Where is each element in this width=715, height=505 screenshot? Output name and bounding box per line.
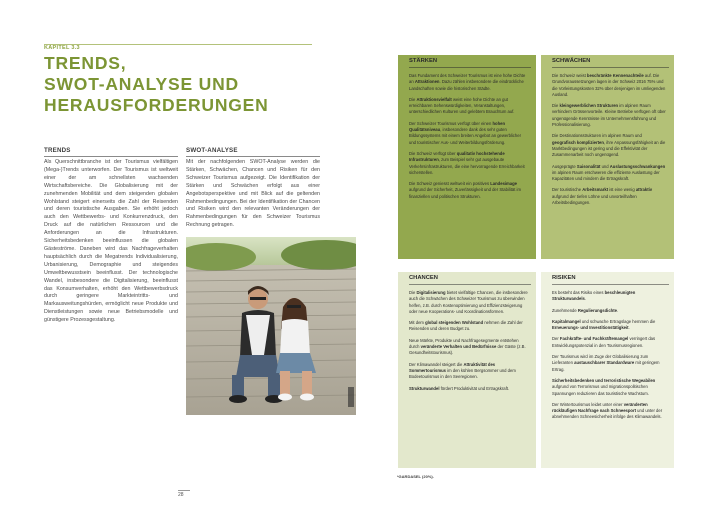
swot-rule [186, 156, 320, 157]
text-run: Der touristische [552, 187, 583, 193]
text-run: aufgrund der Sicherheit, Zuverlässigkeit und der Stabilität im finanziellen und politischen Strukturen. [409, 187, 521, 199]
text-run: Zunehmende [552, 307, 578, 313]
swot-paragraph [409, 97, 528, 116]
text-run: mit geringem Ertrag. [552, 360, 660, 372]
text-run: Der Wintertourismus leidet unter einer [552, 401, 624, 407]
bold-run: Auslastungsschwankungen [609, 163, 666, 169]
bold-run: austauschbarer Standardware [574, 360, 635, 366]
text-run: . [628, 325, 630, 331]
text-run: Die Schweiz verfügt über [409, 150, 457, 156]
risiken-body [552, 290, 666, 426]
swot-paragraph [409, 386, 528, 392]
bold-run: Landesimage [490, 181, 517, 187]
bold-run: attraktiv [635, 187, 653, 193]
bold-run: hohen Qualitätsniveau [409, 120, 506, 133]
text-run: im alpinen Raum verhindern Grössenvorteile. Kleine Betriebe verfügen oft über ungenügende Kenntnisse im Unternehmensführung und Professionalisierung. [552, 103, 666, 128]
swot-paragraph [409, 320, 528, 333]
bold-run: beschleunigten Strukturwandels [552, 290, 636, 302]
text-run: Die Schweiz geniesst weltweit ein positives [409, 181, 491, 187]
swot-paragraph [552, 402, 666, 421]
text-run: Der Tourismus wird im Zuge der Globalisierung zum Lieferanten [552, 354, 649, 366]
title-line-3: HERAUSFORDERUNGEN [44, 95, 269, 115]
text-run: und unter der abnehmenden Schneesicherheit infolge des Klimawandels. [552, 408, 663, 420]
bold-run: kleingewerblichen Strukturen [559, 103, 619, 109]
text-run: . Dazu zählen insbesondere die eindrückliche Landschaften sowie die historischen Städte. [409, 79, 524, 91]
chancen-heading: CHANCEN [409, 275, 438, 281]
risiken-rule [552, 284, 669, 285]
title-line-1: TRENDS, [44, 53, 127, 73]
text-run: Der [552, 336, 560, 342]
text-run: und schwache Ertragslage hemmen die [580, 318, 656, 324]
swot-text: Mit der nachfolgenden SWOT-Analyse werden die Stärken, Schwächen, Chancen und Risiken für den Schweizer Tourismus aufgezeigt. Die Identifikation der Stärken und Schwächen erfolgt aus einer Angebotsperspektive und mit Blick auf die geltenden Rahmenbedingungen. Bei der Identifikation der Chancen und Risiken wird den relevanten Veränderungen der Rahmenbedingungen für den Schweizer Tourismus Rechnung getragen. [186, 159, 320, 229]
text-run: , insbesondere dank des sehr guten Bildungssystems mit einem breiten Angebot an gewerblicher und touristischer Aus- und Weiterbildungsförderung. [409, 127, 521, 145]
swot-paragraph [552, 164, 666, 183]
text-run: verringert das Entwicklungspotenzial in den Tourismusregionen. [552, 336, 656, 348]
text-run: im den kühlen Bergsommer und dem Bodeetourismus in den Seeregionen. [409, 367, 516, 380]
bold-run: geografisch komplizierten [552, 139, 604, 145]
bold-run: Regulierungsdichte [577, 307, 617, 313]
text-run: aufgrund von Terrorismus und migrationspolitischen Spannungen reduzieren das touristische Wachstum. [552, 384, 649, 396]
chapter-rule [44, 44, 312, 45]
text-run: Ausgeprägte [552, 163, 577, 169]
swot-paragraph [409, 151, 528, 176]
staerken-body [409, 73, 528, 205]
text-run: Die [409, 96, 417, 102]
bold-run: veränderte Verhalten und Bedürfnisse [420, 344, 497, 350]
text-run: weist eine hohe Dichte an gut erreichbaren Sehenswürdigkeiten, Veranstaltungen, unterschiedlichen Kulturen und gelebtem Brauchtum auf. [409, 96, 515, 115]
text-run: Die Schweiz weist [552, 73, 587, 78]
swot-paragraph [552, 133, 666, 158]
bold-run: Kapitalmangel [552, 318, 581, 324]
trends-heading: TRENDS [44, 147, 71, 154]
bold-run: veränderten rückläufigen Nachfrage nach Schneesport [552, 401, 648, 414]
text-run: und [600, 163, 610, 169]
swot-paragraph [552, 73, 666, 98]
text-run: Neue Märkte, Produkte und Nachfragesegmente entstehen durch [409, 337, 519, 350]
text-run: auf. Die Grundvoraussetzungen lagen in der Schweiz 2016 75% und die Vorleistungskosten 32% über denjenigen im umliegenden Ausland. [552, 73, 666, 97]
text-run: Die [409, 290, 417, 295]
bold-run: Erneuerungs- und Investitionstätigkeit [552, 325, 629, 331]
text-run: . [584, 296, 586, 302]
swot-paragraph [552, 378, 666, 397]
swot-paragraph [552, 187, 666, 206]
text-run: Mit dem [409, 320, 426, 326]
bold-run: Digitalisierung [416, 290, 446, 295]
staerken-heading: STÄRKEN [409, 58, 438, 64]
page-number: 28 [178, 492, 184, 498]
chancen-box [398, 272, 536, 468]
risiken-box [541, 272, 674, 468]
swot-paragraph [409, 121, 528, 146]
right-page [358, 0, 715, 505]
text-run: Das Fundament des Schweizer Tourismus ist eine hohe Dichte an [409, 73, 526, 85]
bold-run: qualitativ hochstehende Infrastrukturen [409, 150, 505, 163]
trends-rule [44, 156, 178, 157]
text-run: Die [552, 103, 560, 109]
bold-run: Saisonalität [576, 163, 601, 169]
page-number-rule [178, 490, 190, 491]
schwaechen-heading: SCHWÄCHEN [552, 58, 591, 64]
text-run: ist eine wenig [608, 187, 636, 193]
swot-paragraph [409, 362, 528, 381]
swot-paragraph [552, 336, 666, 349]
swot-paragraph [552, 354, 666, 373]
text-run: Der Schweizer Tourismus verfügt über einen [409, 120, 493, 126]
bold-run: Attraktivität des Sommertourismus [409, 361, 496, 373]
text-run: Es besteht das Risiko eines [552, 290, 605, 295]
text-run: Der Klimawandel steigert die [409, 361, 464, 367]
couple-on-stairs-photo [186, 237, 356, 415]
title-line-2: SWOT-ANALYSE UND [44, 74, 239, 94]
staerken-rule [409, 67, 531, 68]
bold-run: beschränkte Kennenachteile [586, 73, 644, 78]
photo-illustration [186, 237, 356, 415]
text-run: , zum Beispiel sehr gut ausgebaute Verkehrsinfrastrukturen, die eine hervorragende Erreichbarkeit sicherstellen. [409, 157, 525, 175]
schwaechen-box [541, 55, 674, 259]
bold-run: Arbeitsmarkt [582, 187, 609, 193]
footnote: *GARDASEL (20%). [397, 474, 434, 479]
swot-paragraph [552, 308, 666, 314]
left-page [0, 0, 357, 505]
schwaechen-body [552, 73, 666, 211]
staerken-box [398, 55, 536, 259]
text-run: aufgrund der tiefen Löhne und unvorteilhaften Arbeitsbedingungen. [552, 193, 637, 206]
text-run: , ihre Anpassungsfähigkeit an die Marktbedingungen ist gering und die Effektivität der Zusammenarbeit noch ungenügend. [552, 139, 666, 158]
swot-paragraph [552, 103, 666, 128]
swot-heading: SWOT-ANALYSE [186, 147, 238, 154]
page-title [44, 53, 324, 116]
text-run: . [616, 307, 619, 313]
swot-paragraph [409, 73, 528, 92]
bold-run: Attraktionsvielfalt [416, 96, 452, 102]
swot-paragraph [409, 338, 528, 357]
bold-run: Strukturwandel [409, 385, 440, 391]
swot-paragraph [552, 319, 666, 332]
bold-run: Attraktionen [414, 79, 440, 85]
swot-paragraph [409, 290, 528, 315]
text-run: Die Destinationsstrukturen im alpinen Raum und [552, 133, 642, 139]
swot-paragraph [552, 290, 666, 303]
schwaechen-rule [552, 67, 669, 68]
chapter-label: KAPITEL 3.3 [44, 45, 80, 51]
text-run: nehmen die Zahl der Reisenden und deren Budget zu. [409, 320, 523, 332]
bold-run: Sicherheitsbedenken und terroristische Wegeabilen [552, 377, 656, 383]
trends-text: Als Querschnittbranche ist der Tourismus vielfältigen (Mega-)Trends unterworfen. Der Tourismus ist weltweit einer der am schnellsten wachsenden Wirtschaftsbereiche. Die Globalisierung mit der zunehmenden Mobilität und dem steigenden globalen Wohlstand steigert einerseits die Zahl der Reisenden und deren touristische Ausgaben. Sie erhöht jedoch auch den Wettbewerbs- und Konkurrenzdruck, den Druck auf die natürlichen Ressourcen und die Anforderungen an die Infrastrukturen. Sicherheitsbedenken beeinflussen die globalen Gästeströme. Daneben wird das Nachfrageverhalten hauptsächlich durch die Megatrends Individualisierung, Urbanisierung, Demographie und steigendes Umweltbewusstsein beeinflusst. Der technologische Wandel, insbesondere die Digitalisierung, beeinflusst das Konsumverhalten, erhöht den Wettbewerbsdruck durch geringere Markteintritts- und Markausweitungshürden, ermöglicht neue Produkte und Dienstleistungen sowie neue Betriebsmodelle und günstigere Prozessgestaltung. [44, 159, 178, 324]
text-run: fördert Produktivität und Ertragskraft. [439, 385, 510, 391]
text-run: der Gäste (z.B. Gesundheitstourismus). [409, 344, 526, 356]
bold-run: Fachkräfte- und Fachkräftemangel [559, 336, 629, 342]
risiken-heading: RISIKEN [552, 275, 576, 281]
swot-paragraph [409, 181, 528, 200]
bold-run: global steigenden Wohlstand [425, 320, 484, 326]
text-run: bietet vielfältige Chancen, die insbesondere auch die Schwächen des Schweizer Tourismus zu überwinden helfen, z.B. durch Kostenoptimierung und Effizienzsteigerung oder neue Kooperations- und Koordinationsformen. [409, 290, 528, 314]
chancen-rule [409, 284, 531, 285]
chancen-body [409, 290, 528, 397]
text-run: im alpinen Raum erschweren die effiziente Auslastung der Kapazitäten und mindern die Ertragskraft. [552, 169, 660, 182]
